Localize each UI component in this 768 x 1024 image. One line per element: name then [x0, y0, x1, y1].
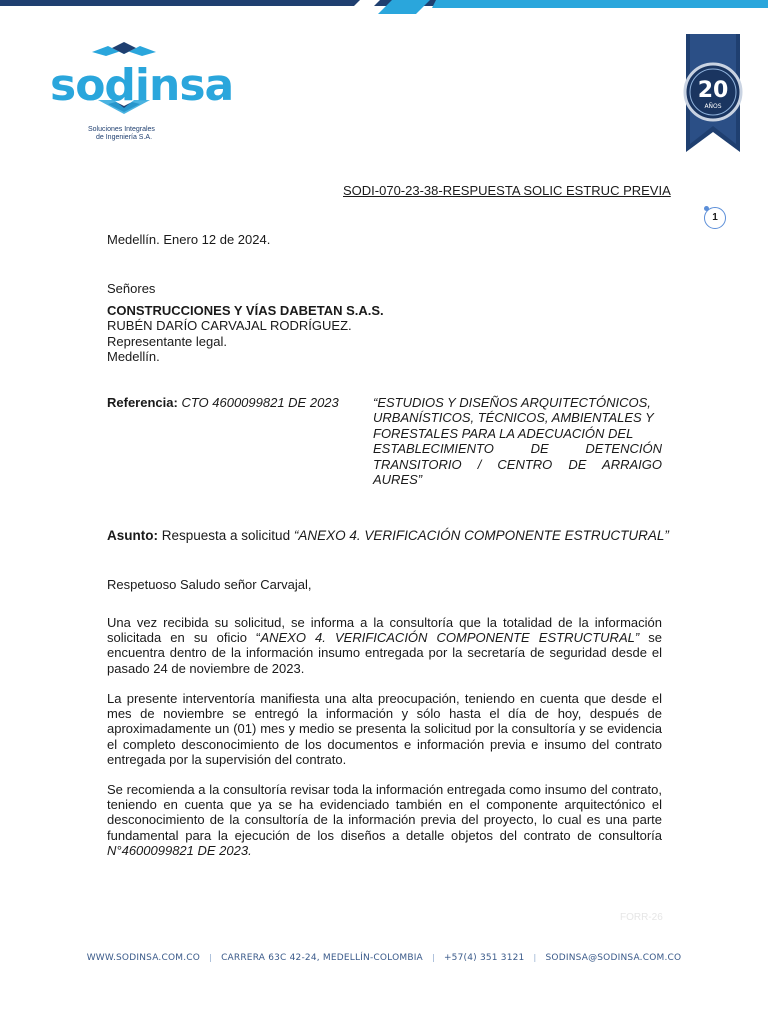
- badge-number: 20: [697, 78, 729, 103]
- referencia-line4-c: DETENCIÓN: [585, 441, 662, 457]
- footer-website-link[interactable]: WWW.SODINSA.COM.CO: [86, 953, 201, 963]
- top-decorative-bar: [0, 0, 768, 14]
- footer-address: CARRERA 63C 42-24, MEDELLÍN-COLOMBIA: [221, 953, 423, 963]
- recipient-block: [107, 281, 507, 365]
- badge-label: AÑOS: [704, 103, 722, 110]
- sodinsa-logo: [50, 42, 234, 142]
- referencia-label-block: [107, 395, 339, 410]
- paragraph-1-c: se encuentra dentro de la información insumo entregada por la secretaría de seguridad desde el pasado 24 de noviembre de 2023.: [107, 630, 663, 676]
- referencia-label: Referencia:: [107, 395, 178, 410]
- referencia-line1: “ESTUDIOS Y DISEÑOS ARQUITECTÓNICOS,: [373, 395, 651, 410]
- document-reference-code: SODI-070-23-38-RESPUESTA SOLIC ESTRUC PREVIA: [343, 183, 671, 198]
- logo-tagline-line1: Soluciones Integrales: [88, 126, 155, 133]
- paragraph-1-a: Una vez recibida su solicitud, se informa a la consultoría que la totalidad de la información solicitada en su oficio “: [107, 615, 662, 646]
- referencia-line2: URBANÍSTICOS, TÉCNICOS, AMBIENTALES Y: [373, 410, 654, 426]
- paragraph-3-contract: N°4600099821 DE 2023.: [107, 842, 252, 858]
- referencia-line5: TRANSITORIO / CENTRO DE ARRAIGO AURES”: [373, 456, 662, 488]
- referencia-line4-b: DE: [530, 441, 549, 457]
- anniversary-badge: [678, 34, 748, 152]
- paragraph-3-a: Se recomienda a la consultoría revisar toda la información entregada como insumo del contrato, teniendo en cuenta que ya se ha evidenciado también en el componente arquitectónico el desconocimiento de la consultoría de la información previa del proyecto, lo cual es una parte fundamental para la ejecución de los diseños a detalle objetos del contrato de consultoría: [107, 782, 662, 843]
- greeting: Respetuoso Saludo señor Carvajal,: [107, 577, 312, 592]
- recipient-city: Medellín.: [107, 349, 160, 365]
- footer-separator: |: [533, 953, 537, 962]
- referencia-line4: [373, 441, 662, 456]
- paragraph-3: [107, 782, 662, 858]
- recipient-company: CONSTRUCCIONES Y VÍAS DABETAN S.A.S.: [107, 302, 384, 318]
- asunto-line: [107, 528, 669, 543]
- footer-phone: +57(4) 351 3121: [443, 953, 525, 963]
- page-marker: 1: [704, 207, 726, 229]
- logo-tagline: [88, 126, 208, 142]
- recipient-role: Representante legal.: [107, 333, 227, 349]
- paragraph-1-quote: ANEXO 4. VERIFICACIÓN COMPONENTE ESTRUCTURAL”: [260, 630, 640, 646]
- referencia-body: [373, 395, 662, 487]
- referencia-line3: FORESTALES PARA LA ADECUACIÓN DEL: [373, 425, 634, 441]
- footer-email-link[interactable]: SODINSA@SODINSA.COM.CO: [545, 953, 682, 963]
- paragraph-2: La presente interventoría manifiesta una alta preocupación, teniendo en cuenta que desde el mes de noviembre se entregó la información y sólo hasta el día de hoy, después de aproximadamente un (01) mes y medio se presenta la solicitud por la consultoría y se evidencia el completo desconocimiento de los documentos e información previa e insumo del contrato entregada por la supervisión del contrato.: [107, 691, 662, 767]
- date-line: Medellín. Enero 12 de 2024.: [107, 232, 271, 247]
- paragraph-1: [107, 615, 662, 676]
- form-watermark: FORR-26: [620, 912, 663, 923]
- asunto-text: Respuesta a solicitud: [158, 528, 294, 543]
- recipient-person: RUBÉN DARÍO CARVAJAL RODRÍGUEZ.: [107, 318, 352, 334]
- asunto-label: Asunto:: [107, 528, 158, 543]
- footer-separator: |: [209, 953, 212, 962]
- footer-contact-bar: [0, 953, 768, 963]
- referencia-contract: CTO 4600099821 DE 2023: [181, 395, 339, 410]
- logo-tagline-line2: de Ingeniería S.A.: [96, 134, 153, 141]
- footer-separator: |: [431, 953, 435, 962]
- logo-wordmark: sodinsa: [50, 60, 234, 111]
- asunto-quote: “ANEXO 4. VERIFICACIÓN COMPONENTE ESTRUCTURAL”: [293, 528, 669, 543]
- referencia-line4-a: ESTABLECIMIENTO: [373, 441, 494, 457]
- recipient-salutation: Señores: [107, 281, 156, 296]
